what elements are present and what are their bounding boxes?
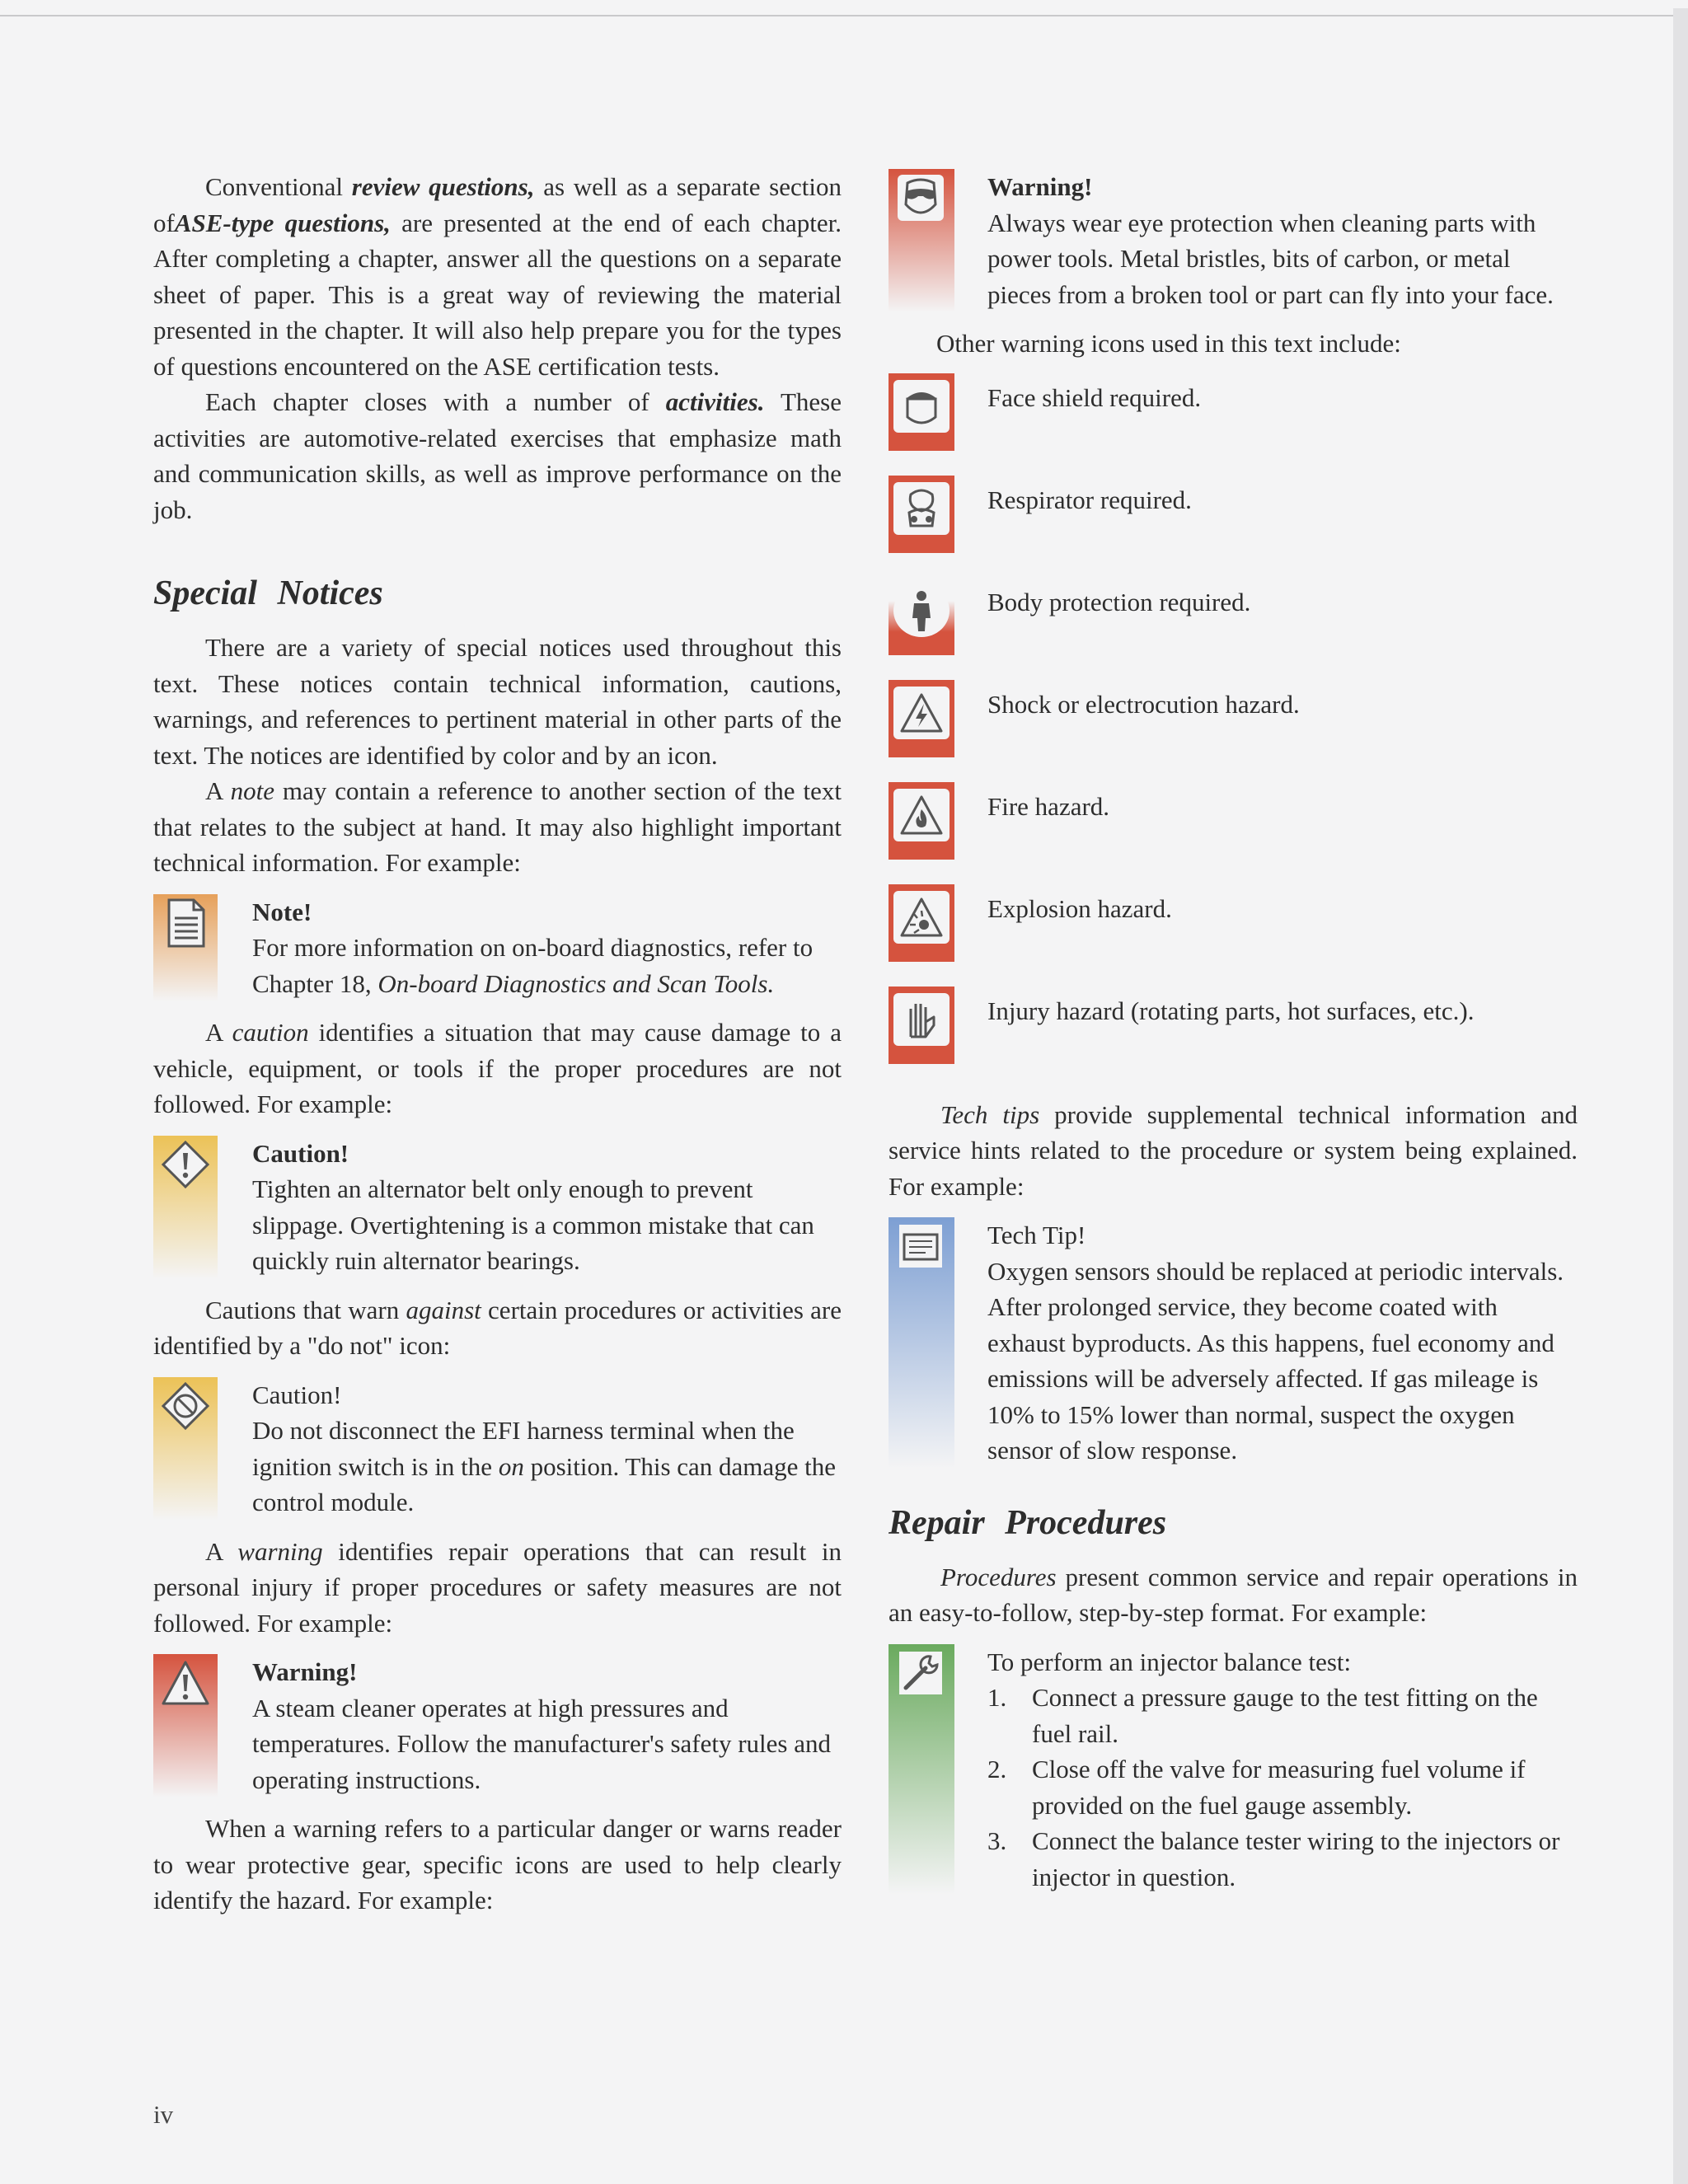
page-right-edge <box>1673 8 1688 2184</box>
eye-warning-color-bar <box>889 169 954 312</box>
tech-tip-title: Tech Tip! <box>987 1221 1086 1249</box>
note-box <box>153 894 842 1002</box>
hazard-item <box>889 476 1578 578</box>
procedure-color-bar <box>889 1644 954 1896</box>
fire-hazard-icon <box>893 789 950 841</box>
respirator-icon <box>893 482 950 535</box>
procedure-step: 3. Connect the balance tester wiring to the injectors or injector in question. <box>987 1826 1560 1891</box>
warning-text: A steam cleaner operates at high pressures and temperatures. Follow the manufacturer's safety rules and operating instructions. <box>252 1693 831 1794</box>
page-number: iv <box>153 2100 174 2129</box>
warning-box-steam <box>153 1654 842 1797</box>
intro-paragraph-2: Each chapter closes with a number of activities. These activities are automotive-related exercises that emphasize math and communication skills, as well as improve performance on the job. <box>153 387 842 524</box>
do-not-caution-box <box>153 1377 842 1521</box>
explosion-hazard-icon <box>893 891 950 944</box>
hazard-label: Face shield required. <box>987 382 1202 412</box>
hazard-label: Explosion hazard. <box>987 893 1172 923</box>
face-shield-icon <box>893 380 950 433</box>
do-not-intro-paragraph: Cautions that warn against certain procedures or activities are identified by a "do not" icon: <box>153 1295 842 1360</box>
special-notices-paragraph: There are a variety of special notices used throughout this text. These notices contain technical information, cautions, warnings, and references to pertinent material in other parts of the text. The notices are identified by color and by an icon. <box>153 633 842 770</box>
left-column <box>153 169 842 1919</box>
tech-tip-box <box>889 1217 1578 1469</box>
warning-intro-paragraph: A warning identifies repair operations that can result in personal injury if proper procedures or safety measures are not followed. For example: <box>153 1536 842 1638</box>
do-not-caution-title: Caution! <box>252 1380 342 1409</box>
tech-tip-icon <box>895 1221 946 1272</box>
tech-tip-text: Oxygen sensors should be replaced at periodic intervals. After prolonged service, they become coated with exhaust byproducts. As this happens, fuel economy and emissions will be adversely affected. If gas mileage is 10% to 15% lower than normal, suspect the oxygen sensor of slow response. <box>987 1256 1564 1465</box>
caution-color-bar <box>153 1136 218 1279</box>
eye-warning-title: Warning! <box>987 172 1093 201</box>
injury-hazard-icon <box>893 993 950 1046</box>
hazard-item <box>889 680 1578 782</box>
warning-box-eye <box>889 169 1578 312</box>
hazard-item <box>889 987 1578 1089</box>
eye-warning-text: Always wear eye protection when cleaning parts with power tools. Metal bristles, bits of carbon, or metal pieces from a broken tool or part can fly into your face. <box>987 208 1554 309</box>
procedure-box <box>889 1644 1578 1896</box>
tech-tip-color-bar <box>889 1217 954 1469</box>
shock-hazard-icon <box>893 687 950 739</box>
procedure-steps <box>987 1680 1578 1895</box>
intro-paragraph-1: Conventional review questions, as well as a separate section ofASE-type questions, are presented at the end of each chapter. After completing a chapter, answer all the questions on a separate sheet of paper. This is a great way of reviewing the material presented in the chapter. It will also help prepare you for the types of questions encountered on the ASE certification tests. <box>153 172 842 381</box>
warning-title: Warning! <box>252 1657 358 1686</box>
note-title: Note! <box>252 897 312 926</box>
hazard-label: Respirator required. <box>987 485 1192 514</box>
procedure-step: 2. Close off the valve for measuring fuel volume if provided on the fuel gauge assembly. <box>987 1755 1526 1820</box>
repair-intro-paragraph: Procedures present common service and repair operations in an easy-to-follow, step-by-step format. For example: <box>889 1562 1578 1627</box>
note-color-bar <box>153 894 218 1002</box>
hazard-item <box>889 782 1578 884</box>
warning-triangle-icon <box>160 1657 211 1708</box>
heading-repair-procedures: Repair Procedures <box>889 1503 1167 1542</box>
wrench-icon <box>895 1647 946 1699</box>
do-not-caution-text: Do not disconnect the EFI harness terminal when the ignition switch is in the on position. This can damage the control module. <box>252 1416 837 1516</box>
page-top-border <box>0 15 1673 16</box>
body-protection-icon <box>893 584 950 637</box>
note-intro-paragraph: A note may contain a reference to another section of the text that relates to the subject at hand. It may also highlight important technical information. For example: <box>153 776 842 877</box>
hazard-item <box>889 578 1578 680</box>
other-icons-intro: Other warning icons used in this text include: <box>936 329 1401 358</box>
heading-special-notices: Special Notices <box>153 574 383 612</box>
hazard-label: Injury hazard (rotating parts, hot surfaces, etc.). <box>987 996 1475 1025</box>
procedure-title: To perform an injector balance test: <box>987 1647 1352 1676</box>
tech-tip-intro-paragraph: Tech tips provide supplemental technical information and service hints related to the procedure or system being explained. For example: <box>889 1099 1578 1201</box>
hazard-item <box>889 373 1578 476</box>
caution-box <box>153 1136 842 1279</box>
hazard-label: Body protection required. <box>987 587 1251 616</box>
hazard-icon-list <box>889 373 1578 1089</box>
hazard-intro-paragraph: When a warning refers to a particular danger or warns reader to wear protective gear, specific icons are used to help clearly identify the hazard. For example: <box>153 1814 842 1915</box>
caution-diamond-icon <box>160 1139 211 1190</box>
hazard-label: Shock or electrocution hazard. <box>987 689 1300 719</box>
caution-intro-paragraph: A caution identifies a situation that may cause damage to a vehicle, equipment, or tools if the proper procedures are not followed. For example: <box>153 1018 842 1118</box>
procedure-step: 1. Connect a pressure gauge to the test fitting on the fuel rail. <box>987 1683 1538 1748</box>
right-column <box>889 169 1578 1895</box>
do-not-icon <box>160 1380 211 1432</box>
warning-color-bar <box>153 1654 218 1797</box>
note-document-icon <box>160 898 211 949</box>
note-text: For more information on on-board diagnostics, refer to Chapter 18, On-board Diagnostics and Scan Tools. <box>252 933 814 998</box>
caution-text: Tighten an alternator belt only enough to prevent slippage. Overtightening is a common mistake that can quickly ruin alternator bearings. <box>252 1174 814 1275</box>
eye-protection-icon <box>895 172 946 223</box>
hazard-label: Fire hazard. <box>987 791 1110 821</box>
hazard-item <box>889 884 1578 987</box>
do-not-color-bar <box>153 1377 218 1521</box>
caution-title: Caution! <box>252 1138 349 1168</box>
